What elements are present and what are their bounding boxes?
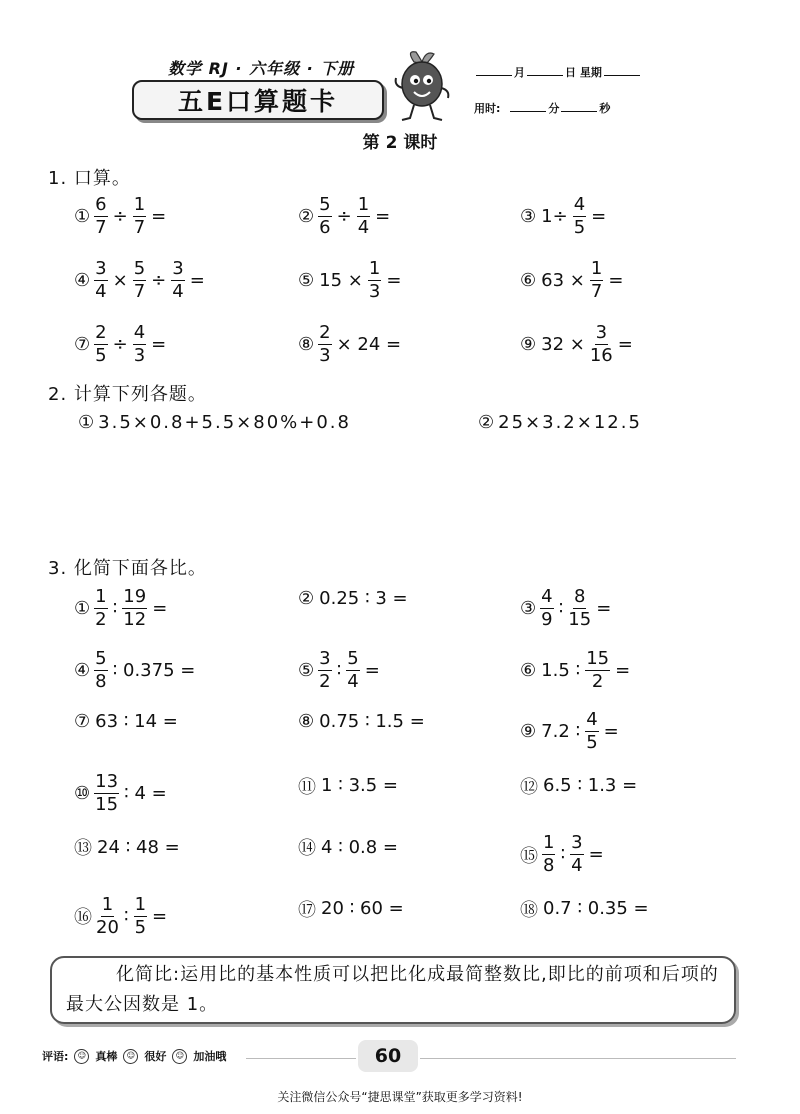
ratio-sign: ∶ — [112, 598, 118, 619]
section3-item — [74, 647, 198, 692]
denominator: 5 — [573, 217, 586, 238]
lead-text: 1.5 ∶ — [541, 659, 581, 681]
equals-sign: = — [151, 334, 167, 355]
denominator: 4 — [571, 855, 583, 876]
expression: 0.75 ∶ 1.5 = — [319, 711, 425, 732]
operator: ÷ — [112, 334, 128, 355]
numerator: 1 — [590, 258, 603, 279]
time-fields — [474, 100, 610, 116]
fraction — [133, 196, 146, 237]
weekday-label: 星期 — [579, 66, 602, 79]
item-number: ⑰ — [298, 899, 316, 921]
denominator: 8 — [95, 670, 107, 692]
denominator: 3 — [319, 345, 331, 366]
fraction — [590, 324, 613, 365]
fraction — [96, 893, 119, 938]
fraction — [570, 834, 583, 875]
section3-item — [298, 834, 401, 860]
ratio-sign: ∶ — [123, 905, 129, 927]
section1-item — [74, 196, 169, 237]
denominator: 15 — [568, 609, 592, 630]
second-label: 秒 — [599, 102, 611, 115]
denominator: 3 — [368, 281, 381, 302]
numerator: 3 — [319, 647, 331, 669]
ratio-sign: ∶ — [336, 659, 342, 681]
fraction — [585, 711, 598, 752]
operator: ÷ — [112, 206, 128, 227]
fraction — [542, 834, 555, 875]
tail-text: ∶ 0.375 = — [112, 659, 196, 681]
equals-sign: = — [151, 206, 167, 227]
item-number: ③ — [520, 206, 537, 227]
rating-bar — [42, 1048, 226, 1064]
denominator: 6 — [319, 217, 331, 238]
expression: 0.25 ∶ 3 = — [319, 588, 408, 609]
denominator: 7 — [95, 217, 107, 238]
item-number: ⑭ — [298, 838, 316, 859]
numerator: 1 — [133, 194, 146, 215]
numerator: 3 — [95, 258, 107, 279]
date-fields — [474, 64, 642, 80]
fraction — [585, 647, 610, 692]
section1-item — [298, 260, 404, 301]
item-number: ⑤ — [298, 270, 315, 291]
fraction — [94, 324, 107, 365]
denominator: 4 — [172, 281, 184, 302]
equals-sign: = — [152, 905, 168, 927]
item-number: ④ — [74, 659, 91, 681]
fraction — [94, 647, 107, 692]
numerator: 19 — [123, 586, 147, 607]
numerator: 1 — [357, 194, 370, 215]
numerator: 5 — [133, 258, 146, 279]
denominator: 2 — [319, 670, 331, 692]
equals-sign: = — [596, 598, 612, 619]
item-number: ① — [74, 206, 91, 227]
section1-item — [74, 324, 169, 365]
fraction — [94, 196, 107, 237]
item-number: ⑮ — [520, 845, 538, 867]
denominator: 7 — [590, 281, 603, 302]
item-number: ⑯ — [74, 907, 92, 928]
numerator: 4 — [133, 322, 146, 343]
fraction — [568, 588, 591, 629]
section2-item-1 — [78, 412, 351, 433]
fraction — [133, 324, 146, 365]
section3-item — [74, 834, 183, 860]
lead-text: 32 × — [541, 334, 585, 355]
denominator: 3 — [133, 345, 146, 366]
item-number: ② — [298, 206, 315, 227]
section3-item — [520, 647, 633, 692]
equals-sign: = — [386, 270, 402, 291]
fraction — [368, 260, 381, 301]
fraction — [346, 647, 359, 692]
numerator: 2 — [319, 322, 331, 343]
footer-rule-right — [420, 1058, 736, 1059]
expression: 63 ∶ 14 = — [95, 711, 178, 732]
section3-item — [298, 588, 411, 609]
section1-item — [74, 260, 208, 301]
item-number: ④ — [74, 270, 91, 291]
numerator: 1 — [95, 586, 107, 607]
denominator: 4 — [347, 670, 359, 692]
rating-keep-going: 加油哦 — [193, 1050, 227, 1063]
denominator: 5 — [95, 345, 107, 366]
numerator: 8 — [574, 586, 586, 607]
section3-item — [298, 711, 428, 732]
denominator: 7 — [133, 217, 146, 238]
month-label: 月 — [514, 66, 525, 79]
equals-sign: = — [591, 206, 607, 227]
denominator: 12 — [123, 609, 147, 630]
footer-rule-left — [246, 1058, 356, 1059]
item-number: ③ — [520, 598, 537, 619]
ratio-sign: ∶ — [558, 598, 564, 619]
item-number: ⑧ — [298, 334, 315, 355]
tip-text: 化简比:运用比的基本性质可以把比化成最简整数比,即比的前项和后项的最大公因数是 1。 — [66, 964, 719, 1015]
lead-text: 63 × — [541, 270, 585, 291]
section3-item — [520, 588, 614, 629]
tail-text: ∶ 4 = — [124, 782, 167, 804]
item-number: ⑫ — [520, 776, 538, 798]
mascot-icon — [392, 48, 454, 124]
item-number: ② — [298, 588, 315, 609]
numerator: 3 — [571, 832, 583, 853]
fraction — [133, 260, 146, 301]
fraction — [318, 647, 331, 692]
denominator: 15 — [95, 793, 119, 815]
equals-sign: = — [608, 270, 624, 291]
denominator: 5 — [134, 916, 147, 938]
item-number: ② — [478, 412, 497, 433]
numerator: 6 — [95, 194, 107, 215]
card-title: 五E口算题卡 — [132, 80, 384, 120]
fraction — [122, 588, 147, 629]
denominator: 20 — [96, 916, 119, 938]
page-number: 60 — [358, 1040, 418, 1072]
denominator: 2 — [591, 670, 604, 692]
numerator: 5 — [347, 647, 359, 669]
item-number: ⑥ — [520, 270, 537, 291]
expression: 25×3.2×12.5 — [498, 412, 642, 433]
fraction — [540, 588, 553, 629]
numerator: 13 — [95, 770, 119, 792]
numerator: 1 — [543, 832, 555, 853]
fraction — [590, 260, 603, 301]
item-number: ⑩ — [74, 782, 91, 804]
equals-sign: = — [152, 598, 168, 619]
equals-sign: = — [189, 270, 205, 291]
expression: 1 ∶ 3.5 = — [321, 775, 399, 796]
denominator: 16 — [589, 345, 613, 366]
item-number: ⑤ — [298, 659, 315, 681]
good-face-icon: ☺ — [123, 1049, 138, 1064]
fraction — [171, 260, 184, 301]
equals-sign: = — [615, 659, 631, 681]
section1-item — [520, 260, 626, 301]
section1-item — [520, 196, 609, 237]
lead-text: 15 × — [319, 270, 363, 291]
section3-item — [520, 834, 607, 875]
operator: ÷ — [336, 206, 352, 227]
section3-heading: 3. 化简下面各比。 — [48, 558, 207, 579]
numerator: 3 — [172, 258, 184, 279]
item-number: ⑥ — [520, 659, 537, 681]
denominator: 4 — [357, 217, 370, 238]
fraction — [573, 196, 586, 237]
denominator: 5 — [586, 732, 598, 753]
section1-item — [298, 324, 404, 365]
item-number: ⑦ — [74, 334, 91, 355]
fraction — [357, 196, 370, 237]
lesson-title: 第 2 课时 — [362, 133, 438, 153]
lead-text: 1÷ — [541, 206, 568, 227]
rating-good: 很好 — [144, 1050, 167, 1063]
tail-text: × 24 = — [336, 334, 402, 355]
section1-heading: 1. 口算。 — [48, 168, 131, 189]
section3-item — [520, 896, 652, 922]
day-label: 日 — [565, 66, 576, 79]
section3-item — [298, 647, 383, 692]
section3-item — [298, 896, 407, 922]
item-number: ⑪ — [298, 776, 316, 798]
rating-label: 评语: — [42, 1050, 69, 1063]
section2-heading: 2. 计算下列各题。 — [48, 384, 207, 405]
operator: × — [112, 270, 128, 291]
item-number: ① — [74, 598, 91, 619]
numerator: 2 — [95, 322, 107, 343]
fraction — [318, 196, 331, 237]
numerator: 4 — [573, 194, 586, 215]
fraction — [94, 770, 119, 815]
fraction — [94, 260, 107, 301]
numerator: 15 — [586, 647, 610, 669]
fraction — [134, 893, 147, 938]
numerator: 1 — [368, 258, 381, 279]
equals-sign: = — [588, 844, 604, 865]
item-number: ⑬ — [74, 838, 92, 859]
section3-item — [520, 711, 622, 752]
item-number: ⑦ — [74, 711, 91, 732]
equals-sign: = — [617, 334, 633, 355]
section3-item — [298, 773, 401, 799]
cheer-face-icon: ☺ — [172, 1049, 187, 1064]
lead-text: 7.2 ∶ — [541, 721, 581, 742]
time-label: 用时: — [474, 102, 501, 115]
numerator: 4 — [541, 586, 553, 607]
fraction — [318, 324, 331, 365]
item-number: ⑨ — [520, 334, 537, 355]
section1-item — [298, 196, 393, 237]
section1-item — [520, 324, 636, 365]
numerator: 4 — [586, 709, 598, 730]
denominator: 8 — [543, 855, 555, 876]
equals-sign: = — [364, 659, 380, 681]
numerator: 3 — [595, 322, 608, 343]
numerator: 5 — [95, 647, 107, 669]
item-number: ① — [78, 412, 97, 433]
expression: 3.5×0.8+5.5×80%+0.8 — [98, 412, 351, 433]
section3-item — [520, 773, 640, 799]
denominator: 2 — [95, 609, 107, 630]
equals-sign: = — [375, 206, 391, 227]
section3-item — [74, 711, 181, 732]
item-number: ⑧ — [298, 711, 315, 732]
numerator: 1 — [101, 893, 114, 915]
expression: 0.7 ∶ 0.35 = — [543, 898, 649, 919]
item-number: ⑱ — [520, 899, 538, 921]
denominator: 4 — [95, 281, 107, 302]
section3-item — [74, 893, 170, 938]
rating-great: 真棒 — [95, 1050, 118, 1063]
ratio-sign: ∶ — [560, 844, 566, 865]
denominator: 9 — [541, 609, 553, 630]
expression: 4 ∶ 0.8 = — [321, 836, 399, 858]
numerator: 5 — [319, 194, 331, 215]
operator: ÷ — [151, 270, 167, 291]
denominator: 7 — [133, 281, 146, 302]
promo-text: 关注微信公众号“捷思课堂”获取更多学习资料! — [277, 1090, 523, 1104]
expression: 24 ∶ 48 = — [97, 836, 180, 858]
item-number: ⑨ — [520, 721, 537, 742]
expression: 6.5 ∶ 1.3 = — [543, 775, 638, 796]
section2-item-2 — [478, 412, 642, 433]
equals-sign: = — [603, 721, 619, 742]
section3-item — [74, 588, 170, 629]
numerator: 1 — [134, 893, 147, 915]
minute-label: 分 — [548, 102, 560, 115]
section3-item — [74, 770, 170, 815]
subject-label: 数学 RJ · 六年级 · 下册 — [168, 59, 355, 78]
great-face-icon: ☺ — [74, 1049, 89, 1064]
expression: 20 ∶ 60 = — [321, 898, 404, 919]
fraction — [94, 588, 107, 629]
